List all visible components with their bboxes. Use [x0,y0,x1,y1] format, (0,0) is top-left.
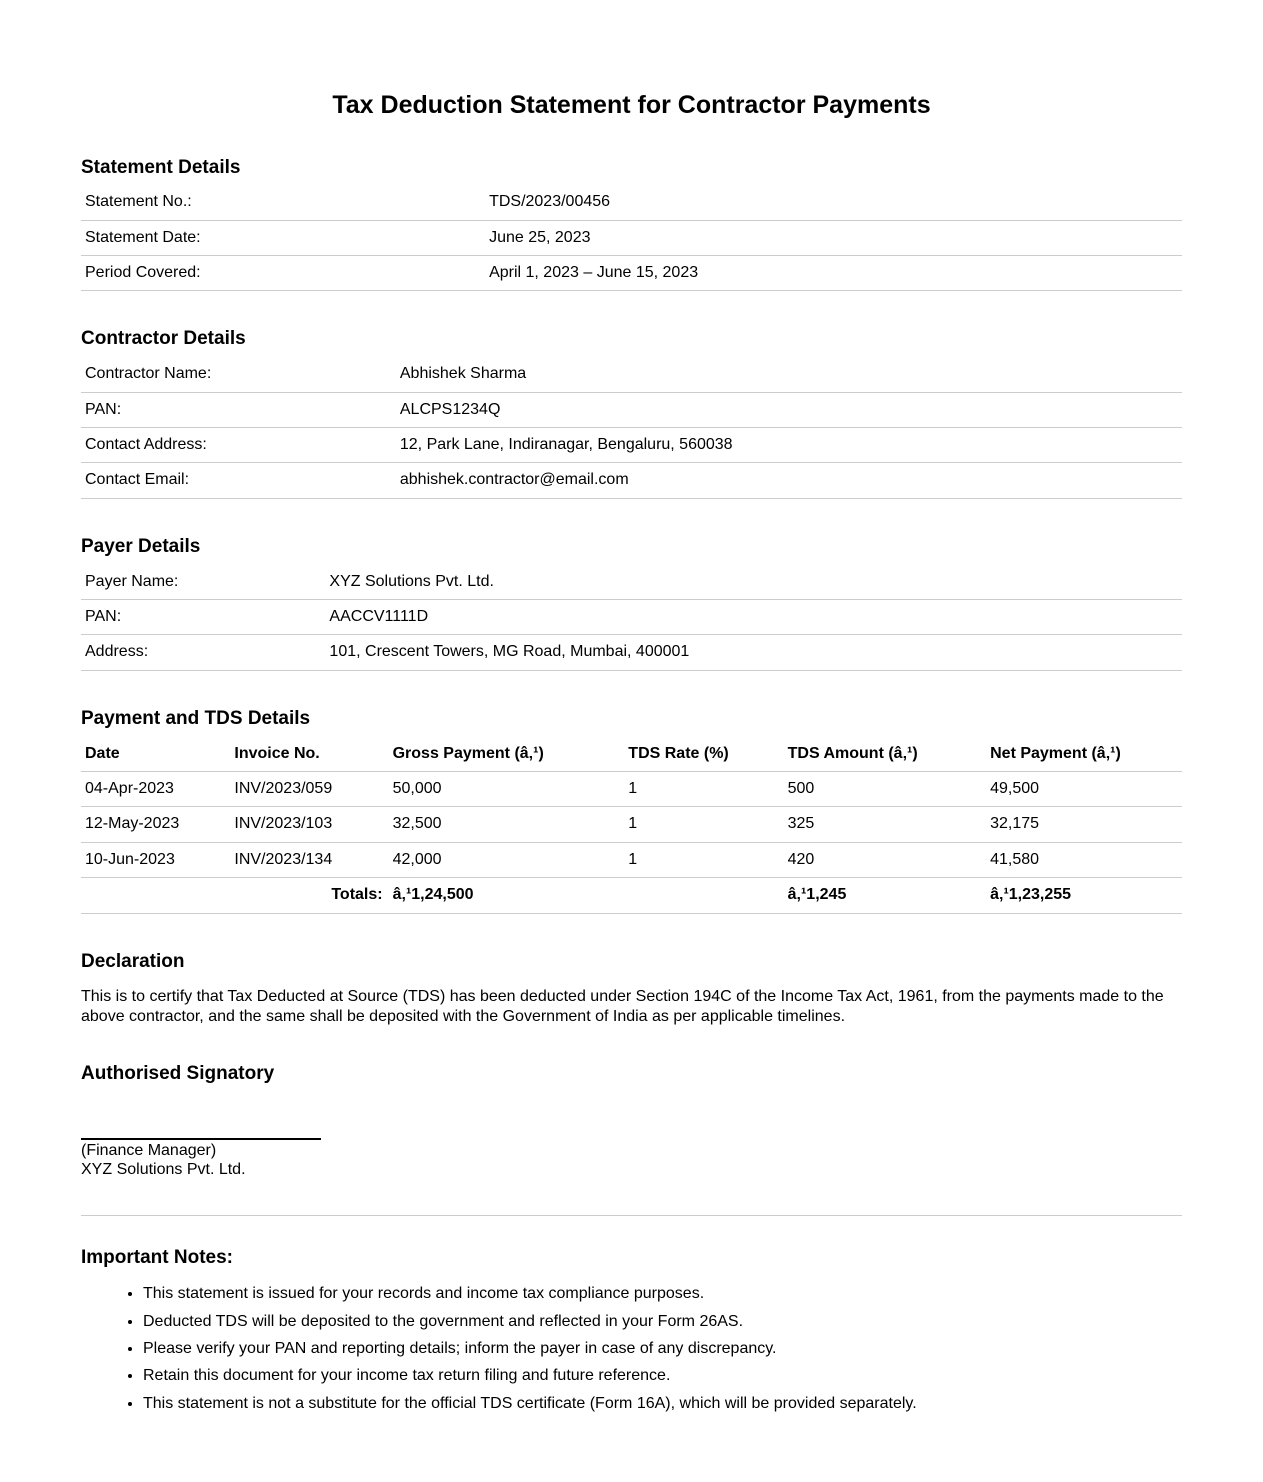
table-row [81,635,1182,670]
cell-net: 49,500 [986,771,1182,806]
totals-net: â‚¹1,23,255 [986,878,1182,913]
cell-tds-amount: 420 [784,842,986,877]
field-value: XYZ Solutions Pvt. Ltd. [325,565,1182,600]
field-label: Period Covered: [81,256,485,291]
field-value: ALCPS1234Q [396,392,1182,427]
signatory-designation: (Finance Manager) [81,1141,217,1159]
column-header-net: Net Payment (â‚¹) [986,737,1182,772]
section-declaration [81,951,1182,1026]
section-authorised-signatory [81,1063,1182,1180]
section-divider [81,1215,1182,1216]
column-header-gross: Gross Payment (â‚¹) [389,737,625,772]
table-row [81,771,1182,806]
cell-date: 10-Jun-2023 [81,842,230,877]
payer-details-heading: Payer Details [81,535,201,557]
signatory-heading: Authorised Signatory [81,1062,275,1084]
table-row [81,600,1182,635]
column-header-tds-amount: TDS Amount (â‚¹) [784,737,986,772]
field-value: abhishek.contractor@email.com [396,463,1182,498]
field-value: Abhishek Sharma [396,357,1182,392]
list-item: • Deducted TDS will be deposited to the government and reflected in your Form 26AS. [143,1313,1182,1331]
totals-row [81,878,1182,913]
cell-gross: 42,000 [389,842,625,877]
field-label: Contact Address: [81,428,396,463]
statement-details-heading: Statement Details [81,156,241,178]
cell-net: 32,175 [986,807,1182,842]
table-row [81,185,1182,220]
cell-empty [81,878,230,913]
section-statement-details [81,157,1182,292]
table-row [81,807,1182,842]
cell-invoice: INV/2023/103 [230,807,388,842]
field-label: Contractor Name: [81,357,396,392]
field-value: June 25, 2023 [485,220,1182,255]
contractor-details-heading: Contractor Details [81,328,246,350]
signature-line [81,1138,321,1140]
page-title: Tax Deduction Statement for Contractor Payments [332,91,931,119]
column-header-invoice: Invoice No. [230,737,388,772]
field-value: AACCV1111D [325,600,1182,635]
table-row [81,428,1182,463]
field-value: 101, Crescent Towers, MG Road, Mumbai, 400001 [325,635,1182,670]
list-item: • This statement is not a substitute for the official TDS certificate (Form 16A), which will be provided separately. [143,1395,1182,1413]
table-row [81,357,1182,392]
totals-gross: â‚¹1,24,500 [389,878,625,913]
payer-details-table [81,565,1182,671]
field-label: Contact Email: [81,463,396,498]
cell-tds-amount: 500 [784,771,986,806]
list-item: • Please verify your PAN and reporting details; inform the payer in case of any discrepancy. [143,1340,1182,1358]
field-label: Payer Name: [81,565,325,600]
column-header-rate: TDS Rate (%) [624,737,783,772]
field-label: Statement Date: [81,220,485,255]
cell-tds-amount: 325 [784,807,986,842]
section-contractor-details [81,328,1182,498]
cell-net: 41,580 [986,842,1182,877]
field-label: Statement No.: [81,185,485,220]
cell-gross: 50,000 [389,771,625,806]
field-value: April 1, 2023 – June 15, 2023 [485,256,1182,291]
cell-rate: 1 [624,771,783,806]
totals-tds-amount: â‚¹1,245 [784,878,986,913]
cell-empty [624,878,783,913]
statement-details-table [81,185,1182,291]
list-item: • Retain this document for your income tax return filing and future reference. [143,1367,1182,1385]
totals-label: Totals: [230,878,388,913]
important-notes-heading: Important Notes: [81,1247,233,1269]
cell-gross: 32,500 [389,807,625,842]
cell-date: 04-Apr-2023 [81,771,230,806]
field-label: PAN: [81,392,396,427]
payment-tds-table [81,737,1182,914]
cell-invoice: INV/2023/134 [230,842,388,877]
table-row [81,392,1182,427]
section-payer-details [81,536,1182,671]
column-header-date: Date [81,737,230,772]
table-row [81,463,1182,498]
declaration-text: This is to certify that Tax Deducted at Source (TDS) has been deducted under Section 194C of the Income Tax Act, 1961, from the payments made to the above contractor, and the same shall be deposited with the Government of India as per applicable timelines. [81,988,1164,1025]
field-value: 12, Park Lane, Indiranagar, Bengaluru, 560038 [396,428,1182,463]
field-value: TDS/2023/00456 [485,185,1182,220]
signatory-company: XYZ Solutions Pvt. Ltd. [81,1161,246,1179]
contractor-details-table [81,357,1182,499]
section-payment-tds-details [81,708,1182,914]
table-row [81,220,1182,255]
table-row [81,842,1182,877]
cell-rate: 1 [624,842,783,877]
notes-list [81,1285,1182,1413]
list-item: • This statement is issued for your records and income tax compliance purposes. [143,1285,1182,1303]
cell-rate: 1 [624,807,783,842]
table-row [81,256,1182,291]
payment-details-heading: Payment and TDS Details [81,707,311,729]
table-header-row [81,737,1182,772]
field-label: Address: [81,635,325,670]
cell-date: 12-May-2023 [81,807,230,842]
cell-invoice: INV/2023/059 [230,771,388,806]
field-label: PAN: [81,600,325,635]
table-row [81,565,1182,600]
section-important-notes [81,1247,1182,1413]
declaration-heading: Declaration [81,950,185,972]
